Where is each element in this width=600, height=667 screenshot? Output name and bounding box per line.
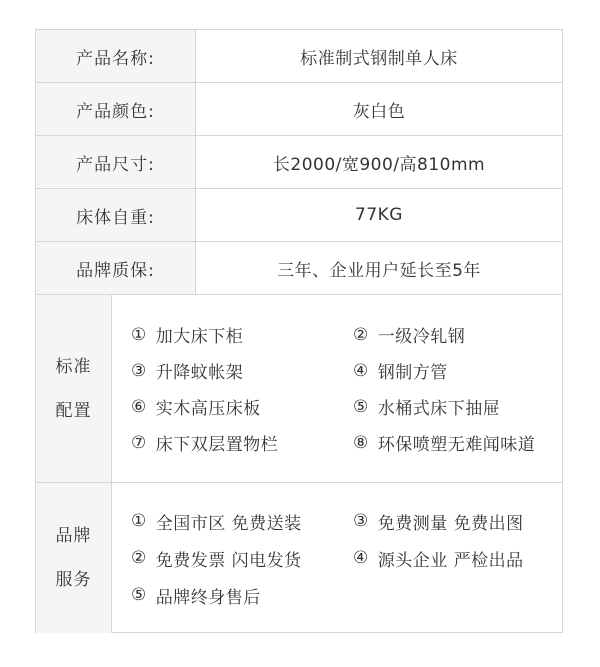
item-text: 加大床下柜 (155, 327, 244, 347)
list-item (131, 353, 353, 389)
item-text: 升降蚊帐架 (155, 363, 244, 383)
item-text: 免费发票 闪电发货 (155, 550, 302, 571)
spec-row-size (36, 136, 562, 189)
item-number: ⑥ (131, 396, 147, 417)
spec-value: 三年、企业用户延长至5年 (277, 260, 481, 281)
spec-row-name (36, 30, 562, 83)
brand-service-section (36, 483, 562, 633)
item-text: 免费测量 免费出图 (377, 513, 524, 534)
item-number: ① (131, 511, 147, 531)
item-text: 全国市区 免费送装 (155, 513, 302, 534)
spec-value: 长2000/宽900/高810mm (272, 154, 486, 175)
spec-label: 产品尺寸: (36, 136, 196, 188)
list-item (353, 389, 562, 425)
spec-label: 品牌质保: (36, 242, 196, 294)
list-item (131, 317, 353, 353)
item-text: 实木高压床板 (155, 399, 261, 419)
spec-row-warranty (36, 242, 562, 295)
spec-row-weight (36, 189, 562, 242)
item-number: ⑤ (353, 396, 369, 417)
list-item (131, 425, 353, 461)
list-item (131, 503, 353, 540)
section-label (36, 295, 112, 482)
list-item (353, 540, 562, 577)
item-number: ③ (131, 360, 147, 381)
spec-row-color (36, 83, 562, 136)
list-item (353, 503, 562, 540)
section-label-line: 品牌 (55, 526, 92, 546)
spec-label: 床体自重: (36, 189, 196, 241)
item-text: 钢制方管 (377, 363, 448, 383)
item-text: 床下双层置物栏 (155, 435, 279, 455)
standard-config-section (36, 295, 562, 483)
section-label-line: 标准 (55, 356, 92, 377)
list-item (353, 425, 562, 461)
item-text: 源头企业 严检出品 (377, 550, 524, 571)
item-number: ⑦ (131, 432, 147, 453)
item-number: ② (353, 324, 369, 345)
section-label-line: 服务 (55, 570, 92, 590)
item-number: ④ (353, 360, 369, 381)
item-number: ① (131, 324, 147, 345)
spec-value: 77KG (355, 205, 403, 225)
service-list (112, 483, 562, 633)
item-number: ⑤ (131, 585, 147, 605)
section-label-line: 配置 (55, 400, 92, 421)
product-spec-table (35, 29, 563, 633)
spec-label: 产品颜色: (36, 83, 196, 135)
spec-label: 产品名称: (36, 30, 196, 82)
item-number: ⑧ (353, 432, 369, 453)
list-item (353, 353, 562, 389)
list-item (131, 577, 353, 614)
item-text: 水桶式床下抽屉 (377, 399, 501, 419)
list-item (353, 317, 562, 353)
list-item (131, 540, 353, 577)
section-label (36, 483, 112, 633)
item-text: 品牌终身售后 (155, 587, 261, 608)
item-text: 环保喷塑无难闻味道 (377, 435, 536, 455)
item-number: ③ (353, 511, 369, 531)
spec-value: 标准制式钢制单人床 (300, 48, 458, 69)
item-number: ④ (353, 548, 369, 568)
list-item (131, 389, 353, 425)
config-list (112, 295, 562, 482)
item-number: ② (131, 548, 147, 568)
spec-value: 灰白色 (352, 101, 406, 122)
item-text: 一级冷轧钢 (377, 327, 466, 347)
